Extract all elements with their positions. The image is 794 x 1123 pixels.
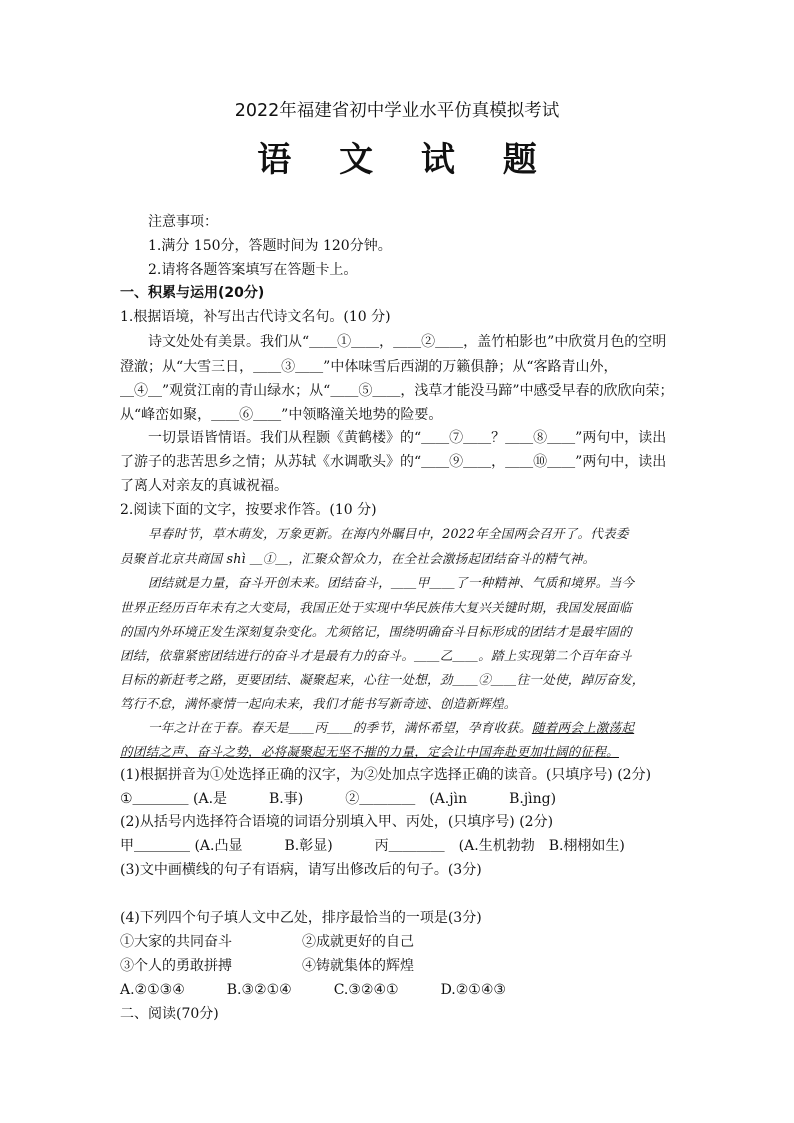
q2-sub-4-options: A.②①③④ B.③②①④ C.③②④① D.②①④③ (120, 982, 506, 998)
section-2-heading: 二、阅读(70分) (120, 1006, 219, 1022)
q2-passage-b-line-6: 笃行不怠，满怀豪情一起向未来，我们才能书写新奇迹、创造新辉煌。 (120, 696, 517, 711)
q1-paragraph-2-line-2: 了游子的悲苦思乡之情；从苏轼《水调歌头》的“＿＿⑨＿＿，＿＿⑩＿＿”两句中，读出 (120, 454, 667, 470)
q2-sub-1: (1)根据拼音为①处选择正确的汉字，为②处加点字选择正确的读音。(只填序号) (2分) (120, 767, 652, 783)
q1-paragraph-2-line-1: 一切景语皆情语。我们从程颢《黄鹤楼》的“＿＿⑦＿＿？＿＿⑧＿＿”两句中，读出 (148, 430, 667, 446)
q1-paragraph-1-line-2: 澄澈；从“大雪三日，＿＿③＿＿”中体味雪后西湖的万籁俱静；从“客路青山外， (120, 359, 618, 375)
q2-sub-4: (4)下列四个句子填人文中乙处，排序最恰当的一项是(3分) (120, 910, 482, 926)
q2-sub-2: (2)从括号内选择符合语境的词语分别填入甲、丙处，(只填序号) (2分) (120, 814, 554, 830)
q2-passage-b-line-1: 团结就是力量，奋斗开创未来。团结奋斗，＿＿甲＿＿了一种精神、气质和境界。当今 (148, 575, 635, 590)
notes-item-2: 2.请将各题答案填写在答题卡上。 (148, 262, 358, 278)
q2-stem: 2.阅读下面的文字，按要求作答。(10 分) (120, 502, 377, 518)
q2-passage-b-line-5: 目标的新赶考之路，更要团结、凝聚起来，心往一处想，劲＿＿②＿＿往一处使，踔厉奋发， (120, 672, 645, 687)
notes-heading: 注意事项： (148, 214, 218, 230)
q1-paragraph-1-line-3: ＿④＿”观赏江南的青山绿水；从“＿＿⑤＿＿，浅草才能没马蹄”中感受早春的欣欣向荣； (120, 383, 674, 399)
q1-paragraph-1-line-4: 从“峰峦如聚，＿＿⑥＿＿”中领略潼关地势的险要。 (120, 407, 443, 423)
q2-sub-1-options: ①＿＿＿＿ (A.是 B.事) ②＿＿＿＿ (A.jìn B.jìng) (120, 791, 557, 807)
exam-subtitle: 2022年福建省初中学业水平仿真模拟考试 (234, 101, 560, 121)
section-1-heading: 一、积累与运用(20分) (120, 285, 265, 301)
q2-passage-b-line-4: 团结，依靠紧密团结进行的奋斗才是最有力的奋斗。＿＿乙＿＿。踏上实现第二个百年奋斗 (120, 648, 632, 663)
q1-stem: 1.根据语境，补写出古代诗文名句。(10 分) (120, 309, 391, 325)
q1-paragraph-2-line-3: 了离人对亲友的真诚祝福。 (120, 478, 288, 494)
q1-paragraph-1-line-1: 诗文处处有美景。我们从“＿＿①＿＿，＿＿②＿＿，盖竹柏影也”中欣赏月色的空明 (148, 334, 667, 350)
notes-item-1: 1.满分 150分，答题时间为 120分钟。 (148, 238, 392, 254)
q2-underlined-sentence-end: 的团结之声、奋斗之势，必将凝聚起无坚不摧的力量，定会让中国奔赴更加壮阔的征程。 (120, 744, 619, 759)
q2-sub-4-sentences-b: ③个人的勇敢拼搏 ④铸就集体的辉煌 (120, 958, 414, 974)
q2-passage-b-line-3: 的国内外环境正发生深刻复杂变化。尤须铭记，围绕明确奋斗目标形成的团结才是最牢固的 (120, 624, 632, 639)
q2-passage-b-line-2: 世界正经历百年未有之大变局，我国正处于实现中华民族伟大复兴关键时期，我国发展面临 (120, 600, 632, 615)
q2-sub-2-options: 甲＿＿＿＿ (A.凸显 B.彰显) 丙＿＿＿＿ (A.生机勃勃 B.栩栩如生) (120, 838, 625, 854)
q2-underlined-sentence-start: 随着两会上激荡起 (531, 720, 635, 735)
q2-passage-a-line-1: 早春时节，草木萌发，万象更新。在海内外瞩目中，2022年全国两会召开了。代表委 (148, 526, 629, 541)
q2-passage-c-line-1 (148, 718, 634, 738)
q2-sub-3: (3)文中画横线的句子有语病，请写出修改后的句子。(3分) (120, 862, 482, 878)
q2-passage-c-line-1-plain: 一年之计在于春。春天是＿＿丙＿＿的季节，满怀希望，孕育收获。 (148, 720, 532, 735)
exam-title: 语 文 试 题 (257, 140, 555, 180)
q2-passage-a-line-2: 员聚首北京共商国 shì ＿①＿，汇聚众智众力，在全社会激扬起团结奋斗的精气神。 (120, 551, 596, 566)
q2-sub-4-sentences-a: ①大家的共同奋斗 ②成就更好的自己 (120, 934, 414, 950)
